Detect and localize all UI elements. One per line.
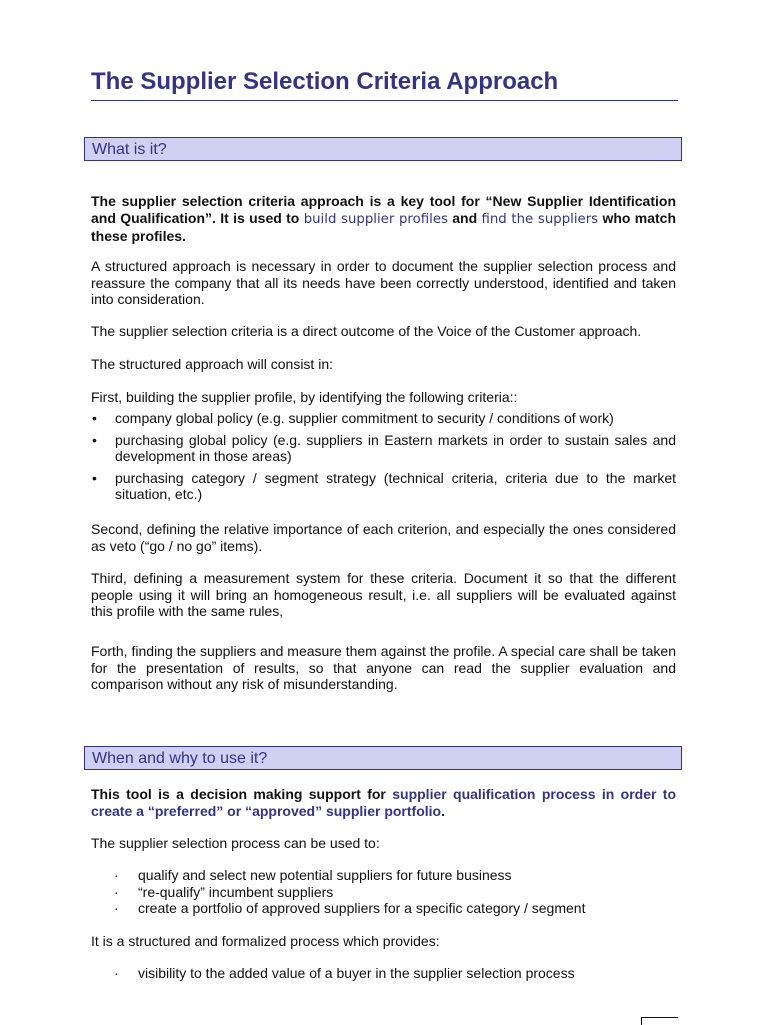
list-item-text: company global policy (e.g. supplier commitment to security / conditions of work) [115,410,614,426]
bullet-icon: • [92,410,97,426]
bullet-icon: • [92,431,97,448]
list-item [91,867,676,884]
list-item-text: purchasing global policy (e.g. suppliers in Eastern markets in order to sustain sales and development in those areas) [115,431,676,464]
what-intro-text-3: who match these profiles. [91,209,677,244]
highlight-build-supplier-profiles: build supplier profiles [303,211,448,227]
list-item [91,410,676,427]
list-item [91,884,676,901]
section-heading-when [84,746,682,770]
list-item [91,900,676,917]
what-intro-paragraph [91,193,676,245]
uses-list [91,867,676,917]
paragraph-second-step: Second, defining the relative importance of each criterion, and especially the ones considered as veto (“go / no go” items). [91,521,676,554]
paragraph-provides: It is a structured and formalized process which provides: [91,933,440,949]
section-heading-what [84,137,682,161]
provides-list [91,965,676,982]
paragraph-third-step: Third, defining a measurement system for these criteria. Document it so that the different people using it will bring an homogeneous result, i.e. all suppliers will be evaluated against this profile with the same rules, [91,570,676,619]
paragraph-forth-step: Forth, finding the suppliers and measure them against the profile. A special care shall be taken for the presentation of results, so that anyone can read the supplier evaluation and comparison without any risk of misunderstanding. [91,643,676,692]
criteria-bullet-list [91,410,676,508]
paragraph-can-be-used: The supplier selection process can be used to: [91,835,380,851]
list-item-text: create a portfolio of approved suppliers for a specific category / segment [138,900,586,916]
bullet-icon: · [114,867,119,883]
paragraph-structured-approach: A structured approach is necessary in order to document the supplier selection process and reassure the company that all its needs have been correctly understood, identified and taken into consideration. [91,258,676,307]
bullet-icon: · [114,900,119,916]
paragraph-voice-of-customer: The supplier selection criteria is a direct outcome of the Voice of the Customer approach. [91,323,642,339]
page-title: The Supplier Selection Criteria Approach [91,68,559,95]
paragraph-first-step: First, building the supplier profile, by identifying the following criteria:: [91,389,518,405]
list-item [91,470,676,503]
section-heading-what-label: What is it? [92,141,167,158]
highlight-find-the-suppliers: find the suppliers [481,211,599,227]
bullet-icon: · [114,965,119,981]
bullet-icon: · [114,883,119,900]
title-underline [91,100,678,101]
list-item [91,965,676,982]
paragraph-will-consist: The structured approach will consist in: [91,356,333,372]
list-item-text: visibility to the added value of a buyer in the supplier selection process [138,965,575,981]
list-item-text: “re-qualify” incumbent suppliers [138,883,334,900]
list-item [91,432,676,465]
what-intro-text-1: The supplier selection criteria approach is a key tool for “New Supplier Identification and Qualification”. It is used to [91,193,676,226]
what-intro-text-2: and [447,209,482,226]
when-intro-paragraph [91,786,676,819]
list-item-text: purchasing category / segment strategy (technical criteria, criteria due to the market situation, etc.) [115,469,676,502]
section-heading-when-label: When and why to use it? [92,750,268,767]
when-intro-text-2: . [441,802,445,819]
bullet-icon: • [92,469,97,486]
when-intro-text-1: This tool is a decision making support for [91,786,393,802]
list-item-text: qualify and select new potential suppliers for future business [138,867,512,883]
highlight-qualification-process: supplier qualification process in order to create a “preferred” or “approved” supplier portfolio [91,786,676,819]
